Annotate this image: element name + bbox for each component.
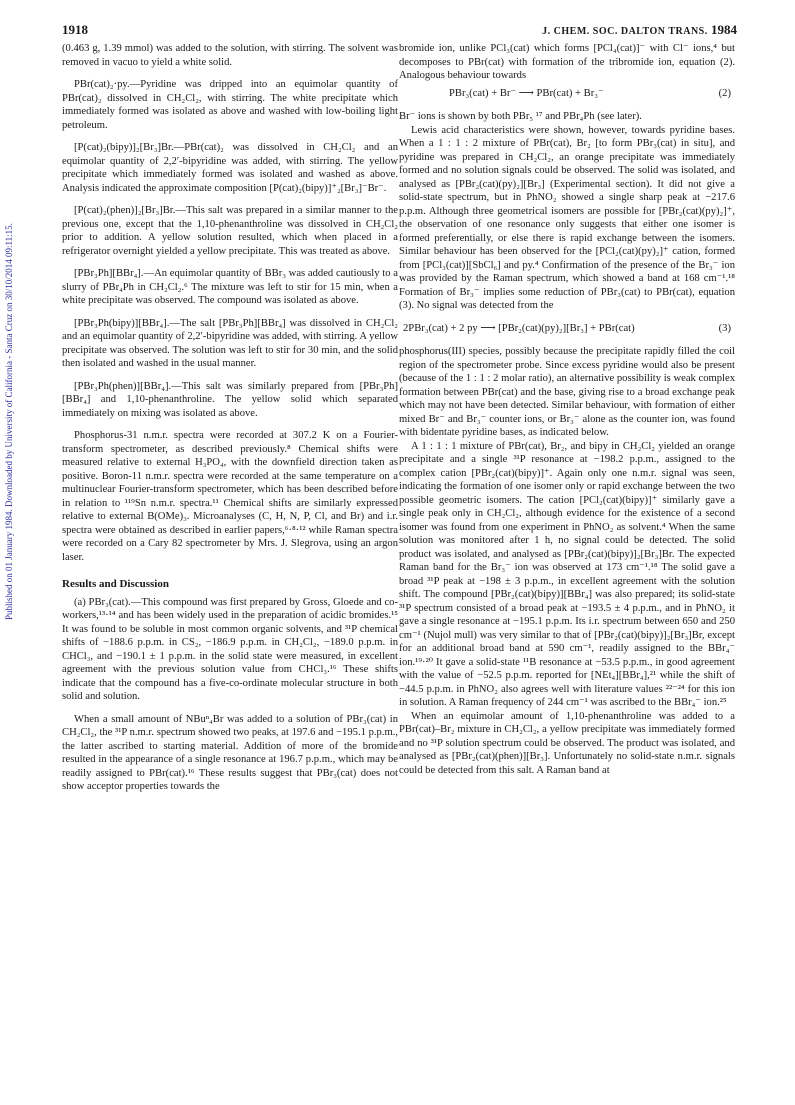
paragraph: Phosphorus-31 n.m.r. spectra were recorded at 307.2 K on a Fourier-transform spectrometer, as described previously.⁸ Chemical shifts were measured relative to external H₃PO₄, with the downfield direction taken as positive. Boron-11 n.m.r. spectra were recorded at the same temperature on a multinuclear Fourier-transform spectrometer, which has been described before in relation to ¹¹⁹Sn n.m.r. spectra.¹¹ Chemical shifts are similarly expressed relative to external B(OMe)₃. Microanalyses (C, H, N, P, Cl, and Br) and i.r. spectra were obtained as described in earlier papers,⁶·⁸·¹² while Raman spectra were recorded on a Cary 82 spectrometer by Mrs. J. Slegrova, using an argon laser. — [62, 430, 398, 563]
paragraph: Br⁻ ions is shown by both PBr₅ ¹⁷ and PBr₄Ph (see later). — [399, 111, 642, 122]
paragraph: PBr(cat)₂·py.—Pyridine was dripped into an equimolar quantity of PBr(cat)₂ dissolved in CH₂Cl₂, with stirring. The white precipitate which immediately formed was isolated as above and washed with low-boiling light petroleum. — [62, 79, 398, 131]
equation-3 — [399, 322, 735, 336]
page-number: 1918 — [62, 22, 88, 37]
paragraph: When a small amount of NBuⁿ₄Br was added to a solution of PBr₃(cat) in CH₂Cl₂, the ³¹P n.m.r. spectrum showed two peaks, at 197.6 and −195.1 p.p.m., the latter ascribed to starting material. Addition of more of the bromide resulted in the appearance of a single resonance at 196.7 p.p.m., which may be readily assigned to PBr(cat).¹⁶ These results suggest that PBr₃(cat) does not show acceptor properties towards the — [62, 713, 398, 792]
equation-2 — [399, 87, 735, 101]
paragraph: [PBr₃Ph(bipy)][BBr₄].—The salt [PBr₃Ph][BBr₄] was dissolved in CH₂Cl₂ and an equimolar quantity of 2,2′-bipyridine was added, with stirring. A yellow precipitate was observed. The solution was left to stir for 30 min, and the solid then isolated and washed in the usual manner. — [62, 317, 398, 369]
paragraph: (a) PBr₃(cat).—This compound was first prepared by Gross, Gloede and co-workers,¹³·¹⁴ and has been widely used in the preparation of acidic bromides.¹⁵ It was found to be soluble in most common organic solvents, and ³¹P chemical shifts of −188.6 p.p.m. in CS₂, −186.9 p.p.m. in CH₂Cl₂, −189.0 p.p.m. in CHCl₃, and −190.1 ± 1 p.p.m. in the solid state were measured, in excellent agreement with the previous solution value from CHCl₃.¹⁶ These shifts indicate that the compound has a five-co-ordinate molecular structure in both solid and solution. — [62, 596, 398, 702]
journal-year: 1984 — [711, 22, 737, 37]
paragraph: [P(cat)₂(bipy)]₂[Br₃]Br.—PBr(cat)₂ was dissolved in CH₂Cl₂ and an equimolar quantity of 2,2′-bipyridine was added, with stirring. The yellow precipitate which immediately formed was isolated and washed as above. Analysis indicated the approximate composition [P(cat)₂(bipy)]⁺₂[Br₃]⁻Br⁻. — [62, 142, 398, 194]
paragraph: bromide ion, unlike PCl₃(cat) which forms [PCl₄(cat)]⁻ with Cl⁻ ions,⁴ but decomposes to PBr(cat) with formation of the tribromide ion, equation (2). Analogous behaviour towards — [399, 43, 735, 81]
paragraph: When an equimolar amount of 1,10-phenanthroline was added to a PBr(cat)–Br₂ mixture in CH₂Cl₂, a yellow precipitate was immediately formed and no ³¹P solution spectrum could be observed. The product was isolated, and analysed as [PBr₂(cat)(phen)][Br₃]. Unfortunately no solid-state n.m.r. signals could be detected from this salt. A Raman band at — [399, 710, 735, 776]
paragraph: A 1 : 1 : 1 mixture of PBr(cat), Br₂, and bipy in CH₂Cl₂ yielded an orange precipitate and a single ³¹P resonance at −198.2 p.p.m., assigned to the complex cation [PBr₂(cat)(bipy)]⁺. Again only one n.m.r. signal was seen, indicating the formation of one isomer only or rapid exchange between the two possible geometric isomers. The cation [PCl₂(cat)(bipy)]⁺ similarly gave a single peak only in CH₂Cl₂, although evidence for the existence of a second isomer was found from one experiment in PhNO₂ as solvent.⁴ When the same solution was monitored after 1 h, no signal could be detected. The solid product was isolated, and analysed as [PBr₂(cat)(bipy)]₂[Br₃]Br. The expected Raman band for the Br₃⁻ ion was observed at 173 cm⁻¹.¹⁸ The solid gave a broad ³¹P peak at −198 ± 3 p.p.m., in excellent agreement with the solution shift. The compound [PBr₂(cat)(bipy)][BBr₄] was also prepared; its solid-state ³¹P spectrum consisted of a broad peak at −193.5 ± 4 p.p.m., and in PhNO₂ it gave a single resonance at −195.1 p.p.m. Its i.r. spectrum between 650 and 250 cm⁻¹ (Nujol mull) was very similar to that of [PBr₂(cat)(bipy)]₂[Br₃]Br, except for an additional broad band at 590 cm⁻¹, readily assigned to the BBr₄⁻ ion.¹⁹·²⁰ It gave a solid-state ¹¹B resonance at −53.5 p.p.m., in good agreement with the value of −52.5 p.p.m. reported for [NEt₄][BBr₄],²¹ while the shift of −44.5 p.p.m. in PhNO₂ also agrees well with literature values ²²⁻²⁴ for this ion in solution. A Raman frequency of 244 cm⁻¹ was ascribed to the BBr₄⁻ ion.²⁵ — [399, 440, 735, 708]
left-column — [62, 42, 398, 794]
equation-number: (3) — [718, 322, 731, 334]
journal-header — [542, 22, 737, 38]
download-notice: Published on 01 January 1984. Downloaded by University of California - Santa Cruz on 30/10/2014 09:11:15. — [4, 223, 14, 620]
paragraph: Lewis acid characteristics were shown, however, towards pyridine bases. When a 1 : 1 : 2 mixture of PBr(cat), Br₂ [to form PBr₃(cat) in situ], and pyridine was prepared in CH₂Cl₂, an orange precipitate was immediately formed and no solution signals could be observed. The solid was isolated, and analysed as [PBr₂(cat)(py)₂][Br₃] (Experimental section). It did not give a solid-state spectrum, but in PhNO₂ showed a single sharp peak at −217.6 p.p.m. Although three geometrical isomers are possible for [PBr₂(cat)(py)₂]⁺, the observation of one resonance only suggests that either one isomer is formed preferentially, or else there is rapid exchange between the isomers. Similar behaviour has been observed for the [PCl₂(cat)(py)₂]⁺ cation, formed from [PCl₃(cat)][SbCl₆] and py.⁴ Confirmation of the presence of the Br₃⁻ ion was provided by the Raman spectrum, which showed a band at 168 cm⁻¹.¹⁸ Formation of Br₃⁻ implies some reduction of PBr₃(cat) to PBr(cat), equation (3). No signal was detected from the — [399, 124, 735, 311]
equation-number: (2) — [718, 87, 731, 99]
paragraph: [PBr₃Ph][BBr₄].—An equimolar quantity of BBr₃ was added cautiously to a slurry of PBr₄Ph in CH₂Cl₂.⁶ The mixture was left to stir for 15 min, when a white precipitate was observed. The compound was isolated as above. — [62, 268, 398, 306]
section-heading: Results and Discussion — [62, 578, 169, 590]
paragraph: phosphorus(III) species, possibly because the precipitate rapidly filled the coil region of the spectrometer probe. Since excess pyridine would also be present (because of the 1 : 1 : 2 molar ratio), an alternative possibility is weak complex formation between PBr(cat) and the base, giving rise to a broad exchange peak which may not have been detected. Similar behaviour, with formation of either mixed Br⁻ and Br₃⁻ counter ions, or Br₃⁻ alone as the counter ion, was found with bidentate pyridine bases, as indicated below. — [399, 346, 735, 438]
paragraph: [P(cat)₂(phen)]₂[Br₃]Br.—This salt was prepared in a similar manner to the previous one, except that the 1,10-phenanthroline was dissolved in CH₂Cl₂ prior to addition. A yellow solution resulted, which when placed in a refrigerator overnight yielded a yellow precipitate. This was treated as above. — [62, 205, 398, 257]
right-column — [399, 42, 735, 777]
equation-body: PBr₃(cat) + Br⁻ ⟶ PBr(cat) + Br₃⁻ — [449, 87, 604, 99]
journal-name: J. CHEM. SOC. DALTON TRANS. — [542, 26, 708, 37]
paragraph: [PBr₃Ph(phen)][BBr₄].—This salt was similarly prepared from [PBr₃Ph][BBr₄] and 1,10-phenanthroline. The yellow solid which separated immediately on mixing was isolated as above. — [62, 380, 398, 419]
paragraph: (0.463 g, 1.39 mmol) was added to the solution, with stirring. The solvent was removed in vacuo to yield a white solid. — [62, 43, 398, 68]
equation-body: 2PBr₃(cat) + 2 py ⟶ [PBr₂(cat)(py)₂][Br₃] + PBr(cat) — [403, 322, 635, 334]
